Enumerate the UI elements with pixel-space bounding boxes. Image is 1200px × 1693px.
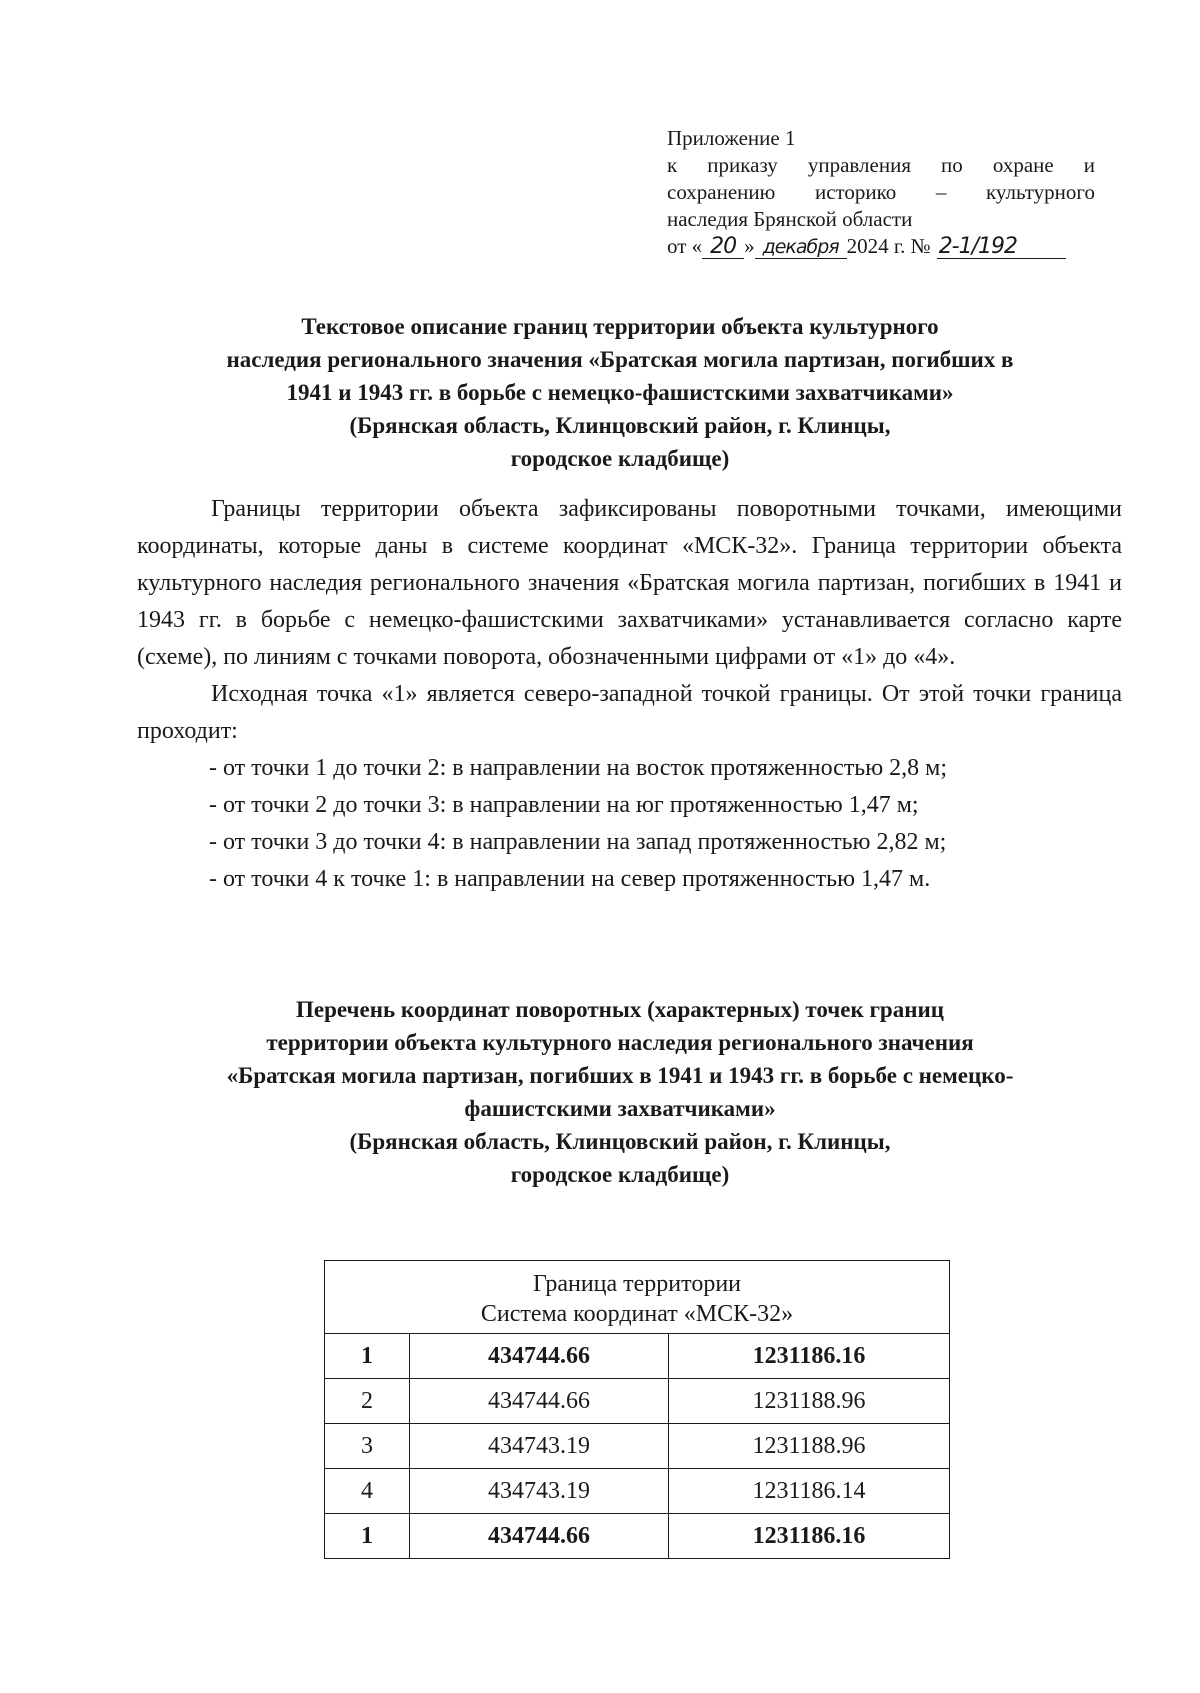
appendix-line-3: наследия Брянской области [667,207,913,231]
paragraph-boundaries: Границы территории объекта зафиксированы поворотными точками, имеющими координаты, которые даны в системе координат «МСК-32». Граница территории объекта культурного наследия регионального значения «Братская могила партизан, погибших в 1941 и 1943 гг. в борьбе с немецко-фашистскими захватчиками» устанавливается согласно карте (схеме), по линиям с точками поворота, обозначенными цифрами от «1» до «4». [137,496,1122,670]
appendix-line-1: к приказу управления по охране и [667,153,1095,177]
table-header-line-2: Система координат «МСК-32» [480,1301,794,1327]
table-header-row [325,1261,950,1334]
order-line [667,233,1095,260]
y-cell: 1231188.96 [669,1379,950,1424]
y-cell: 1231186.14 [669,1469,950,1514]
segment-list [137,750,1122,898]
x-cell: 434743.19 [410,1424,669,1469]
boundary-description [137,491,1122,898]
table-row [325,1424,950,1469]
order-mid: » [744,234,755,258]
point-cell: 3 [325,1424,410,1469]
y-cell: 1231188.96 [669,1424,950,1469]
segment-item: - от точки 4 к точке 1: в направлении на север протяженностью 1,47 м. [209,866,931,892]
table-header [325,1261,950,1334]
point-cell: 4 [325,1469,410,1514]
x-cell: 434743.19 [410,1469,669,1514]
y-cell: 1231186.16 [669,1334,950,1379]
order-year: 2024 г. № [846,234,931,258]
order-number-handwritten: 2-1/192 [937,236,1066,259]
coordinates-table [324,1260,950,1559]
order-month-handwritten: декабря [755,236,847,259]
coordinates-title [130,993,1110,1191]
x-cell: 434744.66 [410,1514,669,1559]
x-cell: 434744.66 [410,1334,669,1379]
title-line: наследия регионального значения «Братская могила партизан, погибших в [226,347,1014,372]
appendix-line-2: сохранению историко – культурного [667,180,1095,204]
title-line: городское кладбище) [510,1162,730,1187]
segment-item: - от точки 3 до точки 4: в направлении на запад протяженностью 2,82 м; [209,829,947,855]
appendix-block [667,125,1095,260]
order-prefix: от « [667,234,703,258]
title-line: Перечень координат поворотных (характерных) точек границ [296,997,944,1022]
title-line: фашистскими захватчиками» [464,1096,776,1121]
table-header-line-1: Граница территории [532,1271,742,1297]
appendix-title: Приложение 1 [667,126,796,150]
y-cell: 1231186.16 [669,1514,950,1559]
table-row [325,1334,950,1379]
segment-item: - от точки 2 до точки 3: в направлении на юг протяженностью 1,47 м; [209,792,919,818]
point-cell: 2 [325,1379,410,1424]
segment-item: - от точки 1 до точки 2: в направлении на восток протяженностью 2,8 м; [209,755,948,781]
title-line: (Брянская область, Клинцовский район, г. Клинцы, [349,413,891,438]
table-row [325,1514,950,1559]
title-line: (Брянская область, Клинцовский район, г. Клинцы, [349,1129,891,1154]
title-line: Текстовое описание границ территории объекта культурного [301,314,939,339]
table-row [325,1379,950,1424]
title-line: «Братская могила партизан, погибших в 1941 и 1943 гг. в борьбе с немецко- [226,1063,1014,1088]
title-line: городское кладбище) [510,446,730,471]
paragraph-start-point: Исходная точка «1» является северо-западной точкой границы. От этой точки граница проходит: [137,681,1122,744]
table-row [325,1469,950,1514]
document-title [130,310,1110,475]
point-cell: 1 [325,1514,410,1559]
title-line: территории объекта культурного наследия регионального значения [266,1030,974,1055]
x-cell: 434744.66 [410,1379,669,1424]
point-cell: 1 [325,1334,410,1379]
order-day-handwritten: 20 [702,236,744,259]
title-line: 1941 и 1943 гг. в борьбе с немецко-фашистскими захватчиками» [286,380,954,405]
